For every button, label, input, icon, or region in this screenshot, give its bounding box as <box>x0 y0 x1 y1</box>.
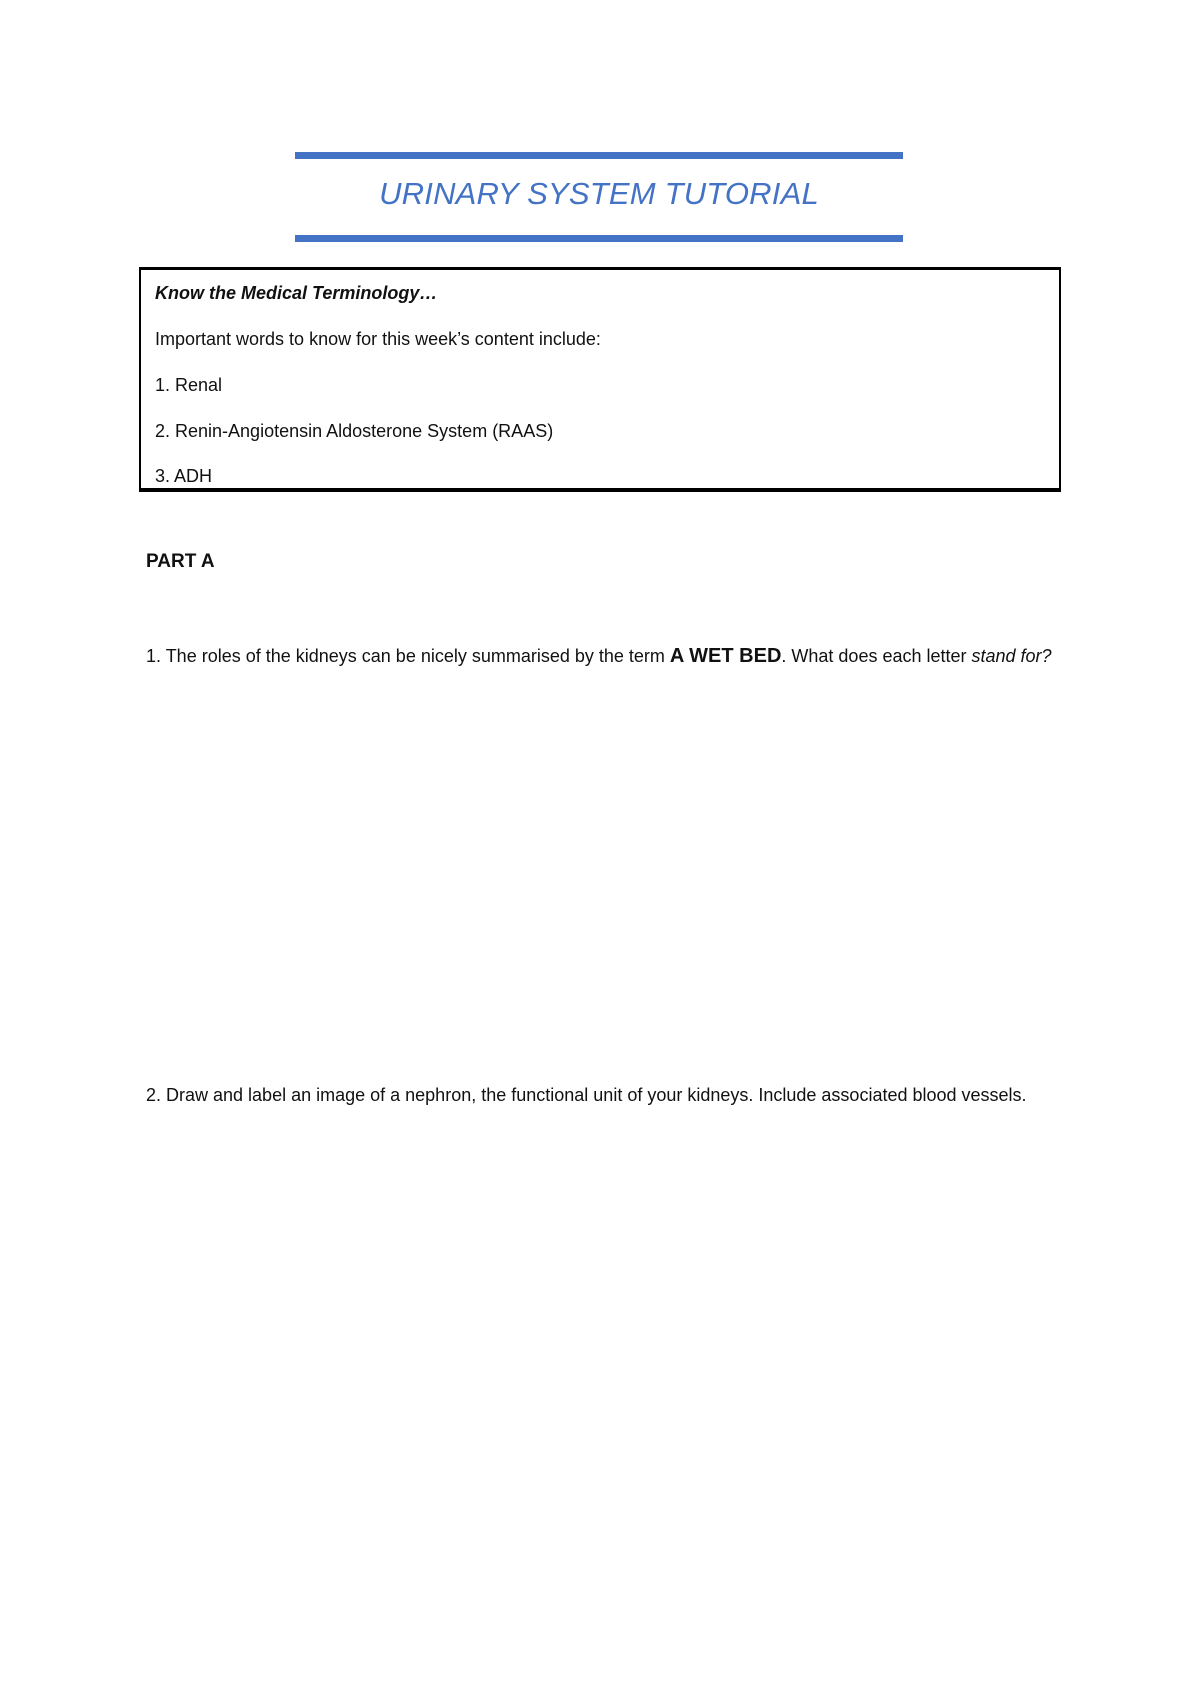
title-top-rule <box>295 152 903 159</box>
question-1-text: 1. The roles of the kidneys can be nicely summarised by the term <box>146 646 670 666</box>
question-1-italic-tail: stand for? <box>971 646 1052 666</box>
part-a-heading: PART A <box>146 551 215 572</box>
terminology-intro: Important words to know for this week’s content include: <box>155 329 601 349</box>
terminology-item: 3. ADH <box>155 466 213 486</box>
question-1-emphasis: A WET BED <box>669 645 782 667</box>
terminology-item: 1. Renal <box>155 375 223 395</box>
question-1 <box>146 642 1066 671</box>
title-bottom-rule <box>295 235 903 242</box>
terminology-item: 2. Renin-Angiotensin Aldosterone System (RAAS) <box>155 421 554 441</box>
question-2: 2. Draw and label an image of a nephron, the functional unit of your kidneys. Include associated blood vessels. <box>146 1085 1027 1105</box>
terminology-heading: Know the Medical Terminology… <box>155 283 438 303</box>
terminology-box <box>139 267 1061 492</box>
question-1-text-after: . What does each letter <box>781 646 972 666</box>
document-title: URINARY SYSTEM TUTORIAL <box>379 176 819 211</box>
